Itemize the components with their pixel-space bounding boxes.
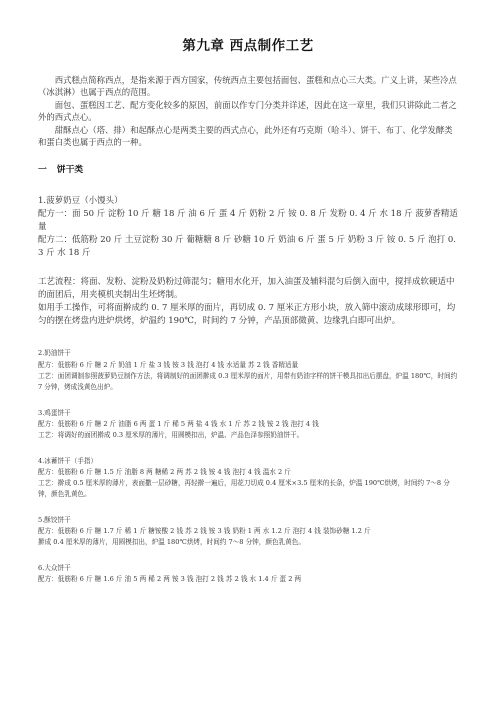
recipe-title: 6.大众饼干 — [38, 563, 71, 572]
recipe-line: 配方二：低筋粉 20 斤 土豆淀粉 30 斤 葡糖糖 8 斤 砂糖 10 斤 奶油 6 斤 蛋 5 斤 奶粉 3 斤 铵 0. 5 斤 泡打 0. 3 斤 水 18 斤 — [38, 235, 456, 259]
recipe-item — [38, 195, 458, 260]
chapter-title: 第九章 西点制作工艺 — [182, 38, 314, 54]
recipe-item — [38, 563, 458, 586]
process-paragraph: 工艺流程：将面、发粉、淀粉及奶粉过筛混匀；糖用水化开，加入油蛋及辅料混匀后倒入面中，搅拌成软硬适中的面团后，用夹模机夹制出生坯烤制。 — [38, 277, 455, 301]
intro-paragraph: 甜酥点心（塔、排）和起酥点心是两类主要的西式点心，此外还有巧克斯（哈斗）、饼干、布丁、化学发酵类和蛋白类也属于西点的一种。 — [38, 124, 453, 148]
recipe-item — [38, 515, 458, 549]
recipe-line: 配方：低筋粉 6 斤 糖 1.7 斤 稀 1 斤 糖铵酸 2 钱 苏 2 钱 铵 3 钱 奶粉 1 两 水 1.2 斤 泡打 4 钱 装饰砂糖 1.2 斤 — [38, 527, 371, 535]
recipe-title: 2.奶油饼干 — [38, 349, 71, 358]
recipe-line: 配方一：面 50 斤 淀粉 10 斤 糖 18 斤 油 6 斤 蛋 4 斤 奶粉 2 斤 铵 0. 8 斤 发粉 0. 4 斤 水 18 斤 菠萝香精适量 — [38, 209, 458, 233]
recipe-line: 工艺：面团调制参照菠萝奶豆制作方法，将调制好的面团擀成 0.3 厘米厚的面片，用带有奶油字样的饼干模具扣出后摆盘，炉温 180℃，时间约 7 分钟，烤成浅黄色出炉。 — [38, 372, 458, 392]
recipe-title: 4.冰蓄饼干（手指） — [38, 456, 98, 465]
recipe-line: 工艺：擀成 0.5 厘米厚的薄片，表面撒一层砂糖，再轻擀一遍后，用花刀切成 0.4 厘米×3.5 厘米的长条，炉温 190℃烘烤，时间约 7～8 分钟，颜色乳黄色。 — [38, 479, 450, 499]
recipe-title: 5.酥饺饼干 — [38, 515, 71, 524]
recipe-item — [38, 348, 458, 393]
process-paragraph: 如用手工操作，可将面擀成约 0. 7 厘米厚的面片，再切成 0. 7 厘米正方形小块，放入筛中滚动成球形即可，均匀的摆在烤盘内进炉烘烤，炉温约 190℃，时间约 7 分钟，产品顶部微黄、边缘乳白即可出炉。 — [38, 303, 456, 327]
recipe-line: 配方：低筋粉 6 斤 糖 1.6 斤 油 5 两 稀 2 两 铵 3 钱 泡打 2 钱 苏 2 钱 水 1.4 斤 蛋 2 两 — [38, 574, 302, 583]
section-heading — [38, 162, 458, 175]
recipe-line: 配方：低筋粉 6 斤 糖 2 斤 奶油 1 斤 盐 3 钱 铵 3 钱 泡打 4 钱 水适量 苏 2 钱 香精适量 — [38, 360, 299, 369]
recipe-line: 擀成 0.4 厘米厚的薄片，用圆模扣出，炉温 180℃烘烤，时间约 7～8 分钟，颜色乳黄色。 — [38, 538, 305, 547]
process-section — [38, 276, 458, 328]
section-label: 饼干类 — [56, 165, 84, 176]
recipe-item — [38, 408, 458, 442]
intro-paragraph: 面包、蛋糕因工艺、配方变化较多的原因，前面以作专门分类并详述，因此在这一章里，我们只讲除此二者之外的西式点心。 — [38, 99, 457, 123]
recipe-line: 配方：低筋粉 6 斤 糖 2 斤 油脂 6 两 蛋 1 斤 稀 5 两 盐 4 钱 水 1 斤 苏 2 钱 铵 2 钱 泡打 4 钱 — [38, 419, 319, 428]
recipe-title: 3.鸡蛋饼干 — [38, 408, 71, 417]
recipe-item — [38, 456, 458, 501]
recipe-line: 工艺：将调好的面团擀成 0.3 厘米厚的薄片，用圆模扣出，炉温、产品色泽参照奶油饼干。 — [38, 431, 304, 440]
intro-paragraph: 西式糕点简称西点，是指来源于西方国家，传统西点主要包括面包、蛋糕和点心三大类。广义上讲，某些冷点（冰淇淋）也属于西点的范围。 — [38, 75, 457, 98]
recipe-title: 1.菠萝奶豆（小馒头） — [38, 196, 123, 207]
recipe-line: 配方：低筋粉 6 斤 糖 1.5 斤 油脂 8 两 糖稀 2 两 苏 2 钱 铵 4 钱 泡打 4 钱 温水 2 斤 — [38, 467, 291, 476]
section-number: 一 — [38, 165, 47, 176]
intro-section — [38, 74, 458, 148]
